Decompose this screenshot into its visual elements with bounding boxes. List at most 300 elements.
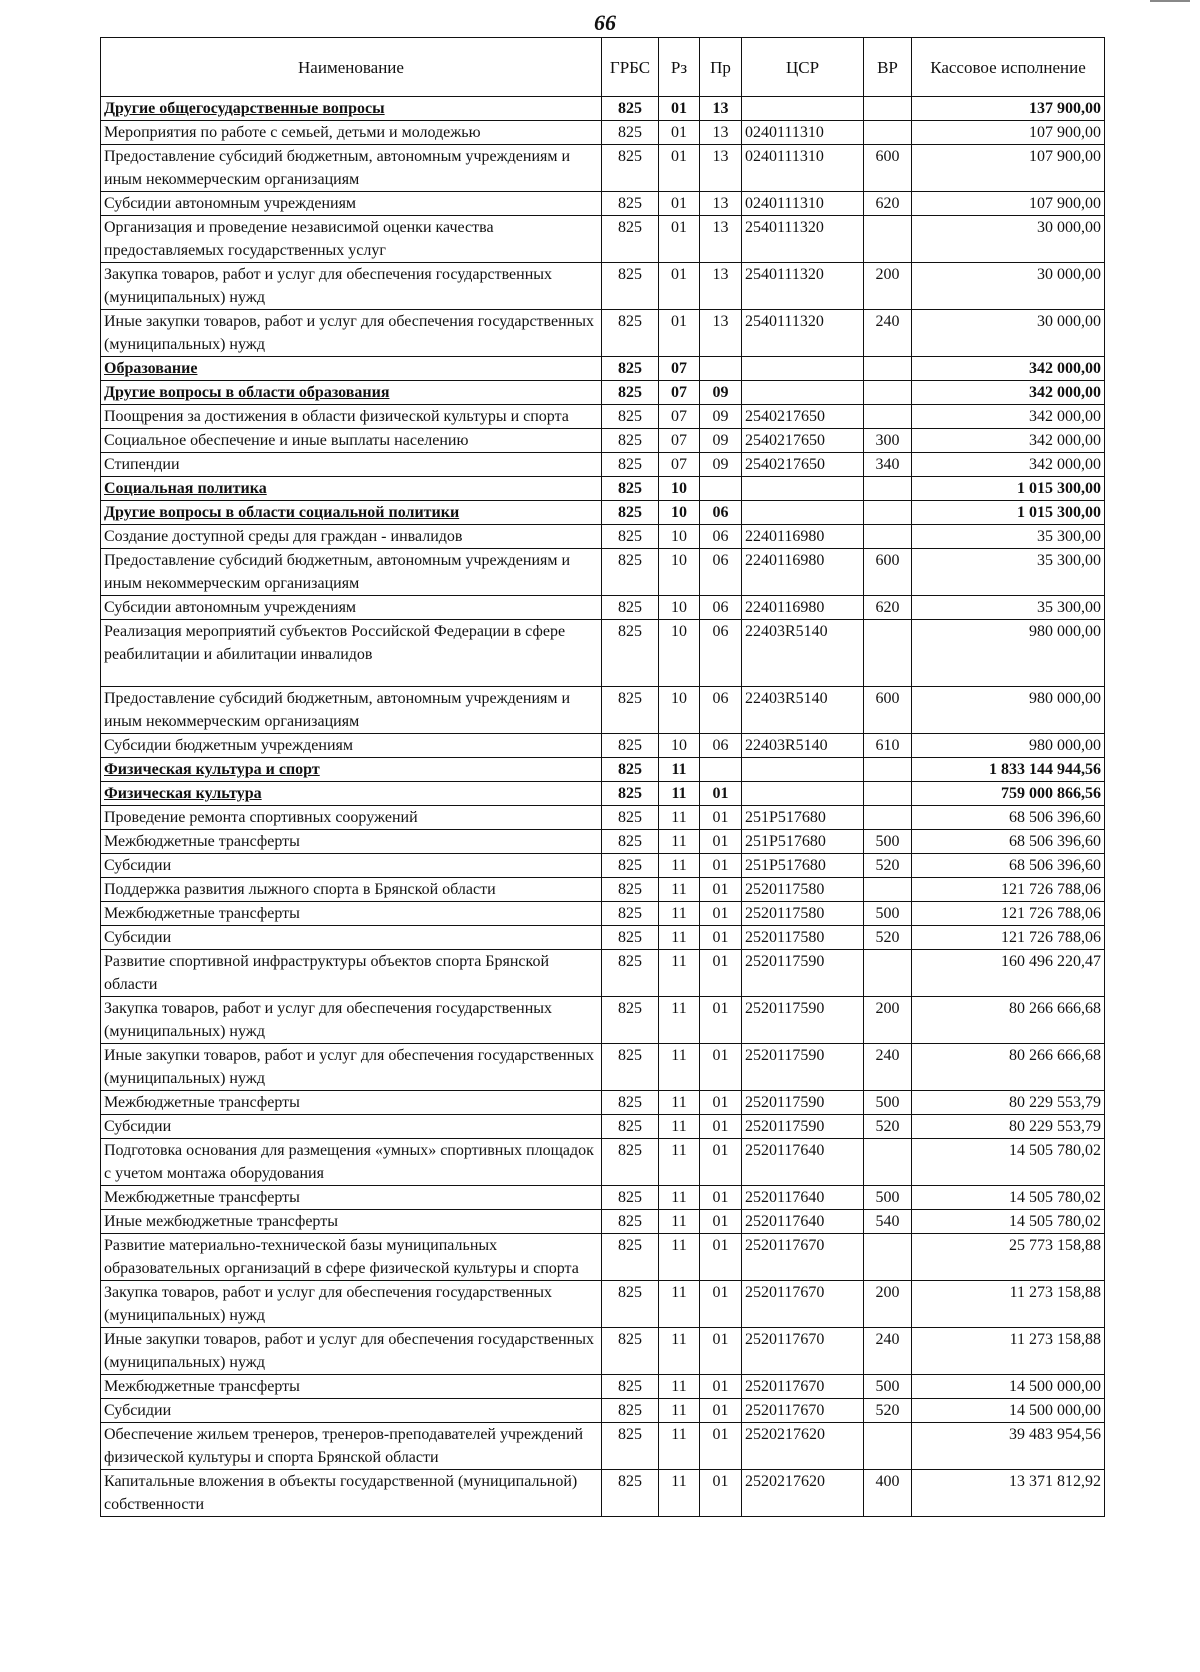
cell-grbs: 825 (602, 620, 659, 687)
cell-name: Закупка товаров, работ и услуг для обеспечения государственных (муниципальных) нужд (101, 263, 602, 310)
cell-vr: 500 (864, 1186, 912, 1210)
header-csr: ЦСР (742, 38, 864, 97)
cell-csr: 2520117590 (742, 1115, 864, 1139)
cell-pr: 01 (700, 830, 742, 854)
cell-name: Поддержка развития лыжного спорта в Брянской области (101, 878, 602, 902)
header-name: Наименование (101, 38, 602, 97)
cell-sum: 35 300,00 (912, 525, 1105, 549)
cell-sum: 121 726 788,06 (912, 902, 1105, 926)
cell-name: Иные закупки товаров, работ и услуг для обеспечения государственных (муниципальных) нужд (101, 1044, 602, 1091)
cell-rz: 11 (659, 926, 700, 950)
cell-grbs: 825 (602, 1281, 659, 1328)
cell-name: Другие общегосударственные вопросы (101, 97, 602, 121)
cell-pr: 01 (700, 950, 742, 997)
cell-sum: 80 229 553,79 (912, 1091, 1105, 1115)
table-row (101, 620, 1105, 687)
cell-rz: 01 (659, 121, 700, 145)
cell-grbs: 825 (602, 263, 659, 310)
cell-pr: 06 (700, 525, 742, 549)
cell-vr (864, 405, 912, 429)
cell-name: Субсидии автономным учреждениям (101, 192, 602, 216)
cell-sum: 342 000,00 (912, 405, 1105, 429)
cell-pr: 01 (700, 1186, 742, 1210)
cell-grbs: 825 (602, 549, 659, 596)
cell-grbs: 825 (602, 121, 659, 145)
cell-name: Мероприятия по работе с семьей, детьми и молодежью (101, 121, 602, 145)
cell-name: Поощрения за достижения в области физической культуры и спорта (101, 405, 602, 429)
cell-grbs: 825 (602, 310, 659, 357)
cell-name: Физическая культура и спорт (101, 758, 602, 782)
table-row (101, 1091, 1105, 1115)
cell-rz: 11 (659, 1186, 700, 1210)
cell-rz: 11 (659, 1044, 700, 1091)
cell-sum: 160 496 220,47 (912, 950, 1105, 997)
table-row (101, 1044, 1105, 1091)
table-row (101, 263, 1105, 310)
cell-csr: 2540111320 (742, 263, 864, 310)
cell-sum: 30 000,00 (912, 216, 1105, 263)
table-row (101, 121, 1105, 145)
cell-rz: 11 (659, 1115, 700, 1139)
cell-rz: 11 (659, 758, 700, 782)
cell-rz: 07 (659, 357, 700, 381)
cell-name: Межбюджетные трансферты (101, 902, 602, 926)
cell-name: Развитие материально-технической базы муниципальных образовательных организаций в сфере физической культуры и спорта (101, 1234, 602, 1281)
cell-csr: 251P517680 (742, 830, 864, 854)
cell-vr: 540 (864, 1210, 912, 1234)
cell-rz: 11 (659, 997, 700, 1044)
table-row (101, 381, 1105, 405)
cell-rz: 11 (659, 1139, 700, 1186)
cell-csr: 2520117580 (742, 902, 864, 926)
cell-sum: 1 015 300,00 (912, 477, 1105, 501)
cell-rz: 10 (659, 734, 700, 758)
cell-name: Другие вопросы в области социальной политики (101, 501, 602, 525)
scan-mark (1150, 0, 1190, 2)
cell-csr (742, 357, 864, 381)
cell-vr: 500 (864, 1375, 912, 1399)
cell-sum: 39 483 954,56 (912, 1423, 1105, 1470)
cell-csr (742, 501, 864, 525)
cell-grbs: 825 (602, 734, 659, 758)
cell-vr (864, 1139, 912, 1186)
cell-sum: 980 000,00 (912, 620, 1105, 687)
cell-sum: 1 015 300,00 (912, 501, 1105, 525)
cell-vr (864, 620, 912, 687)
table-row (101, 1186, 1105, 1210)
cell-csr: 2540111320 (742, 310, 864, 357)
cell-sum: 1 833 144 944,56 (912, 758, 1105, 782)
cell-vr: 500 (864, 830, 912, 854)
cell-rz: 11 (659, 1399, 700, 1423)
cell-sum: 35 300,00 (912, 549, 1105, 596)
cell-vr (864, 97, 912, 121)
cell-name: Социальное обеспечение и иные выплаты населению (101, 429, 602, 453)
table-row (101, 192, 1105, 216)
cell-grbs: 825 (602, 1091, 659, 1115)
cell-grbs: 825 (602, 1115, 659, 1139)
cell-sum: 80 266 666,68 (912, 997, 1105, 1044)
cell-name: Субсидии (101, 854, 602, 878)
table-row (101, 806, 1105, 830)
cell-csr: 22403R5140 (742, 734, 864, 758)
cell-csr: 22403R5140 (742, 620, 864, 687)
table-row (101, 902, 1105, 926)
cell-vr: 520 (864, 1399, 912, 1423)
cell-vr: 400 (864, 1470, 912, 1517)
cell-name: Подготовка основания для размещения «умных» спортивных площадок с учетом монтажа оборудования (101, 1139, 602, 1186)
cell-pr: 01 (700, 1044, 742, 1091)
table-row (101, 758, 1105, 782)
cell-rz: 01 (659, 192, 700, 216)
cell-rz: 07 (659, 405, 700, 429)
cell-pr: 01 (700, 854, 742, 878)
cell-vr (864, 381, 912, 405)
cell-pr: 01 (700, 782, 742, 806)
cell-name: Организация и проведение независимой оценки качества предоставляемых государственных услуг (101, 216, 602, 263)
cell-rz: 11 (659, 782, 700, 806)
cell-csr: 2520117670 (742, 1399, 864, 1423)
cell-grbs: 825 (602, 501, 659, 525)
cell-rz: 01 (659, 216, 700, 263)
cell-name: Создание доступной среды для граждан - инвалидов (101, 525, 602, 549)
cell-rz: 11 (659, 1091, 700, 1115)
cell-grbs: 825 (602, 596, 659, 620)
cell-csr: 0240111310 (742, 145, 864, 192)
cell-pr: 09 (700, 429, 742, 453)
cell-name: Межбюджетные трансферты (101, 1091, 602, 1115)
cell-grbs: 825 (602, 1328, 659, 1375)
cell-sum: 980 000,00 (912, 687, 1105, 734)
cell-csr: 2520217620 (742, 1423, 864, 1470)
cell-sum: 14 500 000,00 (912, 1375, 1105, 1399)
cell-csr: 2520117590 (742, 997, 864, 1044)
cell-name: Субсидии автономным учреждениям (101, 596, 602, 620)
cell-grbs: 825 (602, 878, 659, 902)
cell-pr (700, 758, 742, 782)
cell-rz: 11 (659, 1328, 700, 1375)
cell-vr: 600 (864, 687, 912, 734)
cell-vr (864, 216, 912, 263)
cell-vr: 200 (864, 1281, 912, 1328)
cell-name: Предоставление субсидий бюджетным, автономным учреждениям и иным некоммерческим организациям (101, 549, 602, 596)
cell-pr (700, 477, 742, 501)
cell-rz: 07 (659, 453, 700, 477)
cell-vr: 500 (864, 902, 912, 926)
cell-grbs: 825 (602, 687, 659, 734)
cell-csr (742, 477, 864, 501)
cell-csr: 2240116980 (742, 596, 864, 620)
cell-csr (742, 97, 864, 121)
cell-vr (864, 121, 912, 145)
table-row (101, 429, 1105, 453)
cell-csr: 2520117590 (742, 950, 864, 997)
cell-pr: 09 (700, 453, 742, 477)
cell-csr: 2240116980 (742, 525, 864, 549)
cell-vr: 240 (864, 1044, 912, 1091)
cell-pr: 13 (700, 97, 742, 121)
cell-csr: 2520217620 (742, 1470, 864, 1517)
table-body (101, 97, 1105, 1517)
table-row (101, 216, 1105, 263)
cell-sum: 342 000,00 (912, 453, 1105, 477)
cell-sum: 14 500 000,00 (912, 1399, 1105, 1423)
cell-vr: 520 (864, 1115, 912, 1139)
cell-name: Субсидии бюджетным учреждениям (101, 734, 602, 758)
table-row (101, 501, 1105, 525)
table-row (101, 1399, 1105, 1423)
cell-vr: 200 (864, 997, 912, 1044)
cell-grbs: 825 (602, 782, 659, 806)
table-header-row (101, 38, 1105, 97)
table-row (101, 1470, 1105, 1517)
cell-csr: 2520117580 (742, 926, 864, 950)
cell-rz: 10 (659, 525, 700, 549)
cell-vr (864, 357, 912, 381)
cell-vr: 520 (864, 926, 912, 950)
cell-csr: 2520117640 (742, 1139, 864, 1186)
cell-csr: 2520117590 (742, 1091, 864, 1115)
cell-pr: 01 (700, 1115, 742, 1139)
cell-name: Предоставление субсидий бюджетным, автономным учреждениям и иным некоммерческим организациям (101, 145, 602, 192)
cell-name: Субсидии (101, 1399, 602, 1423)
cell-name: Субсидии (101, 1115, 602, 1139)
cell-grbs: 825 (602, 926, 659, 950)
cell-grbs: 825 (602, 1234, 659, 1281)
cell-grbs: 825 (602, 830, 659, 854)
cell-vr (864, 501, 912, 525)
cell-rz: 11 (659, 806, 700, 830)
cell-pr: 01 (700, 1091, 742, 1115)
cell-vr: 240 (864, 310, 912, 357)
cell-pr: 06 (700, 596, 742, 620)
cell-pr: 09 (700, 405, 742, 429)
cell-csr: 0240111310 (742, 192, 864, 216)
cell-csr (742, 782, 864, 806)
cell-pr: 13 (700, 310, 742, 357)
cell-csr: 2540217650 (742, 453, 864, 477)
cell-rz: 01 (659, 310, 700, 357)
cell-csr: 2520117670 (742, 1234, 864, 1281)
cell-grbs: 825 (602, 145, 659, 192)
cell-pr: 06 (700, 734, 742, 758)
cell-vr: 620 (864, 192, 912, 216)
cell-csr: 2240116980 (742, 549, 864, 596)
table-row (101, 687, 1105, 734)
table-row (101, 549, 1105, 596)
cell-pr: 01 (700, 997, 742, 1044)
table-row (101, 1328, 1105, 1375)
cell-pr: 13 (700, 216, 742, 263)
cell-rz: 11 (659, 1423, 700, 1470)
cell-name: Иные закупки товаров, работ и услуг для обеспечения государственных (муниципальных) нужд (101, 310, 602, 357)
cell-csr: 22403R5140 (742, 687, 864, 734)
cell-grbs: 825 (602, 453, 659, 477)
cell-grbs: 825 (602, 1375, 659, 1399)
cell-name: Образование (101, 357, 602, 381)
cell-name: Развитие спортивной инфраструктуры объектов спорта Брянской области (101, 950, 602, 997)
cell-pr (700, 357, 742, 381)
cell-csr: 2520117640 (742, 1186, 864, 1210)
cell-rz: 11 (659, 950, 700, 997)
cell-grbs: 825 (602, 429, 659, 453)
cell-sum: 137 900,00 (912, 97, 1105, 121)
cell-sum: 30 000,00 (912, 310, 1105, 357)
cell-name: Иные закупки товаров, работ и услуг для обеспечения государственных (муниципальных) нужд (101, 1328, 602, 1375)
page-number: 66 (594, 10, 616, 35)
cell-grbs: 825 (602, 192, 659, 216)
cell-rz: 01 (659, 263, 700, 310)
cell-csr: 2520117580 (742, 878, 864, 902)
cell-csr: 2540217650 (742, 429, 864, 453)
cell-pr: 09 (700, 381, 742, 405)
cell-sum: 80 266 666,68 (912, 1044, 1105, 1091)
cell-rz: 10 (659, 596, 700, 620)
cell-sum: 107 900,00 (912, 121, 1105, 145)
cell-name: Стипендии (101, 453, 602, 477)
cell-pr: 06 (700, 620, 742, 687)
cell-sum: 13 371 812,92 (912, 1470, 1105, 1517)
table-row (101, 950, 1105, 997)
cell-rz: 01 (659, 145, 700, 192)
cell-pr: 13 (700, 145, 742, 192)
cell-vr (864, 1423, 912, 1470)
cell-sum: 342 000,00 (912, 429, 1105, 453)
cell-rz: 11 (659, 902, 700, 926)
cell-name: Межбюджетные трансферты (101, 830, 602, 854)
cell-rz: 11 (659, 1234, 700, 1281)
cell-pr: 01 (700, 926, 742, 950)
cell-pr: 01 (700, 1399, 742, 1423)
table-row (101, 97, 1105, 121)
cell-pr: 06 (700, 549, 742, 596)
cell-grbs: 825 (602, 1210, 659, 1234)
cell-name: Закупка товаров, работ и услуг для обеспечения государственных (муниципальных) нужд (101, 997, 602, 1044)
table-row (101, 596, 1105, 620)
cell-grbs: 825 (602, 405, 659, 429)
cell-rz: 11 (659, 1210, 700, 1234)
cell-csr: 251P517680 (742, 854, 864, 878)
cell-sum: 68 506 396,60 (912, 806, 1105, 830)
cell-csr (742, 381, 864, 405)
cell-sum: 342 000,00 (912, 357, 1105, 381)
cell-rz: 11 (659, 1375, 700, 1399)
cell-name: Социальная политика (101, 477, 602, 501)
cell-pr: 01 (700, 1328, 742, 1375)
cell-sum: 14 505 780,02 (912, 1186, 1105, 1210)
cell-name: Другие вопросы в области образования (101, 381, 602, 405)
cell-sum: 107 900,00 (912, 192, 1105, 216)
cell-csr: 2520117590 (742, 1044, 864, 1091)
cell-sum: 121 726 788,06 (912, 878, 1105, 902)
cell-vr: 340 (864, 453, 912, 477)
cell-grbs: 825 (602, 1470, 659, 1517)
cell-name: Межбюджетные трансферты (101, 1375, 602, 1399)
cell-rz: 11 (659, 830, 700, 854)
cell-vr (864, 1234, 912, 1281)
cell-vr (864, 525, 912, 549)
cell-name: Иные межбюджетные трансферты (101, 1210, 602, 1234)
table-row (101, 525, 1105, 549)
cell-name: Обеспечение жильем тренеров, тренеров-преподавателей учреждений физической культуры и спорта Брянской области (101, 1423, 602, 1470)
cell-pr: 01 (700, 878, 742, 902)
cell-sum: 121 726 788,06 (912, 926, 1105, 950)
table-row (101, 1281, 1105, 1328)
cell-rz: 10 (659, 620, 700, 687)
budget-execution-table (100, 37, 1105, 1517)
cell-vr: 300 (864, 429, 912, 453)
cell-rz: 07 (659, 429, 700, 453)
cell-name: Реализация мероприятий субъектов Российской Федерации в сфере реабилитации и абилитации инвалидов (101, 620, 602, 687)
cell-pr: 01 (700, 1139, 742, 1186)
cell-grbs: 825 (602, 477, 659, 501)
cell-csr: 2540111320 (742, 216, 864, 263)
cell-pr: 06 (700, 501, 742, 525)
cell-name: Межбюджетные трансферты (101, 1186, 602, 1210)
cell-grbs: 825 (602, 97, 659, 121)
cell-vr: 620 (864, 596, 912, 620)
table-row (101, 1375, 1105, 1399)
table-row (101, 145, 1105, 192)
cell-rz: 10 (659, 501, 700, 525)
cell-grbs: 825 (602, 357, 659, 381)
cell-pr: 01 (700, 806, 742, 830)
table-row (101, 477, 1105, 501)
table-row (101, 405, 1105, 429)
cell-name: Предоставление субсидий бюджетным, автономным учреждениям и иным некоммерческим организациям (101, 687, 602, 734)
cell-pr: 01 (700, 1470, 742, 1517)
cell-rz: 01 (659, 97, 700, 121)
cell-rz: 11 (659, 1281, 700, 1328)
cell-vr: 240 (864, 1328, 912, 1375)
cell-pr: 13 (700, 263, 742, 310)
cell-sum: 80 229 553,79 (912, 1115, 1105, 1139)
cell-vr: 500 (864, 1091, 912, 1115)
cell-name: Физическая культура (101, 782, 602, 806)
table-row (101, 310, 1105, 357)
cell-pr: 13 (700, 121, 742, 145)
cell-grbs: 825 (602, 1044, 659, 1091)
cell-csr: 2520117640 (742, 1210, 864, 1234)
header-sum: Кассовое исполнение (912, 38, 1105, 97)
cell-vr (864, 950, 912, 997)
cell-grbs: 825 (602, 902, 659, 926)
cell-sum: 68 506 396,60 (912, 830, 1105, 854)
table-row (101, 854, 1105, 878)
table-row (101, 782, 1105, 806)
cell-sum: 14 505 780,02 (912, 1139, 1105, 1186)
cell-sum: 30 000,00 (912, 263, 1105, 310)
header-vr: ВР (864, 38, 912, 97)
cell-csr: 251P517680 (742, 806, 864, 830)
cell-rz: 07 (659, 381, 700, 405)
cell-rz: 10 (659, 549, 700, 596)
cell-sum: 980 000,00 (912, 734, 1105, 758)
cell-csr: 2520117670 (742, 1375, 864, 1399)
table-row (101, 997, 1105, 1044)
cell-name: Субсидии (101, 926, 602, 950)
cell-name: Капитальные вложения в объекты государственной (муниципальной) собственности (101, 1470, 602, 1517)
cell-vr: 600 (864, 549, 912, 596)
cell-csr: 2520117670 (742, 1281, 864, 1328)
table-row (101, 734, 1105, 758)
cell-vr: 200 (864, 263, 912, 310)
cell-sum: 35 300,00 (912, 596, 1105, 620)
cell-grbs: 825 (602, 525, 659, 549)
header-grbs: ГРБС (602, 38, 659, 97)
cell-vr (864, 806, 912, 830)
cell-vr: 610 (864, 734, 912, 758)
